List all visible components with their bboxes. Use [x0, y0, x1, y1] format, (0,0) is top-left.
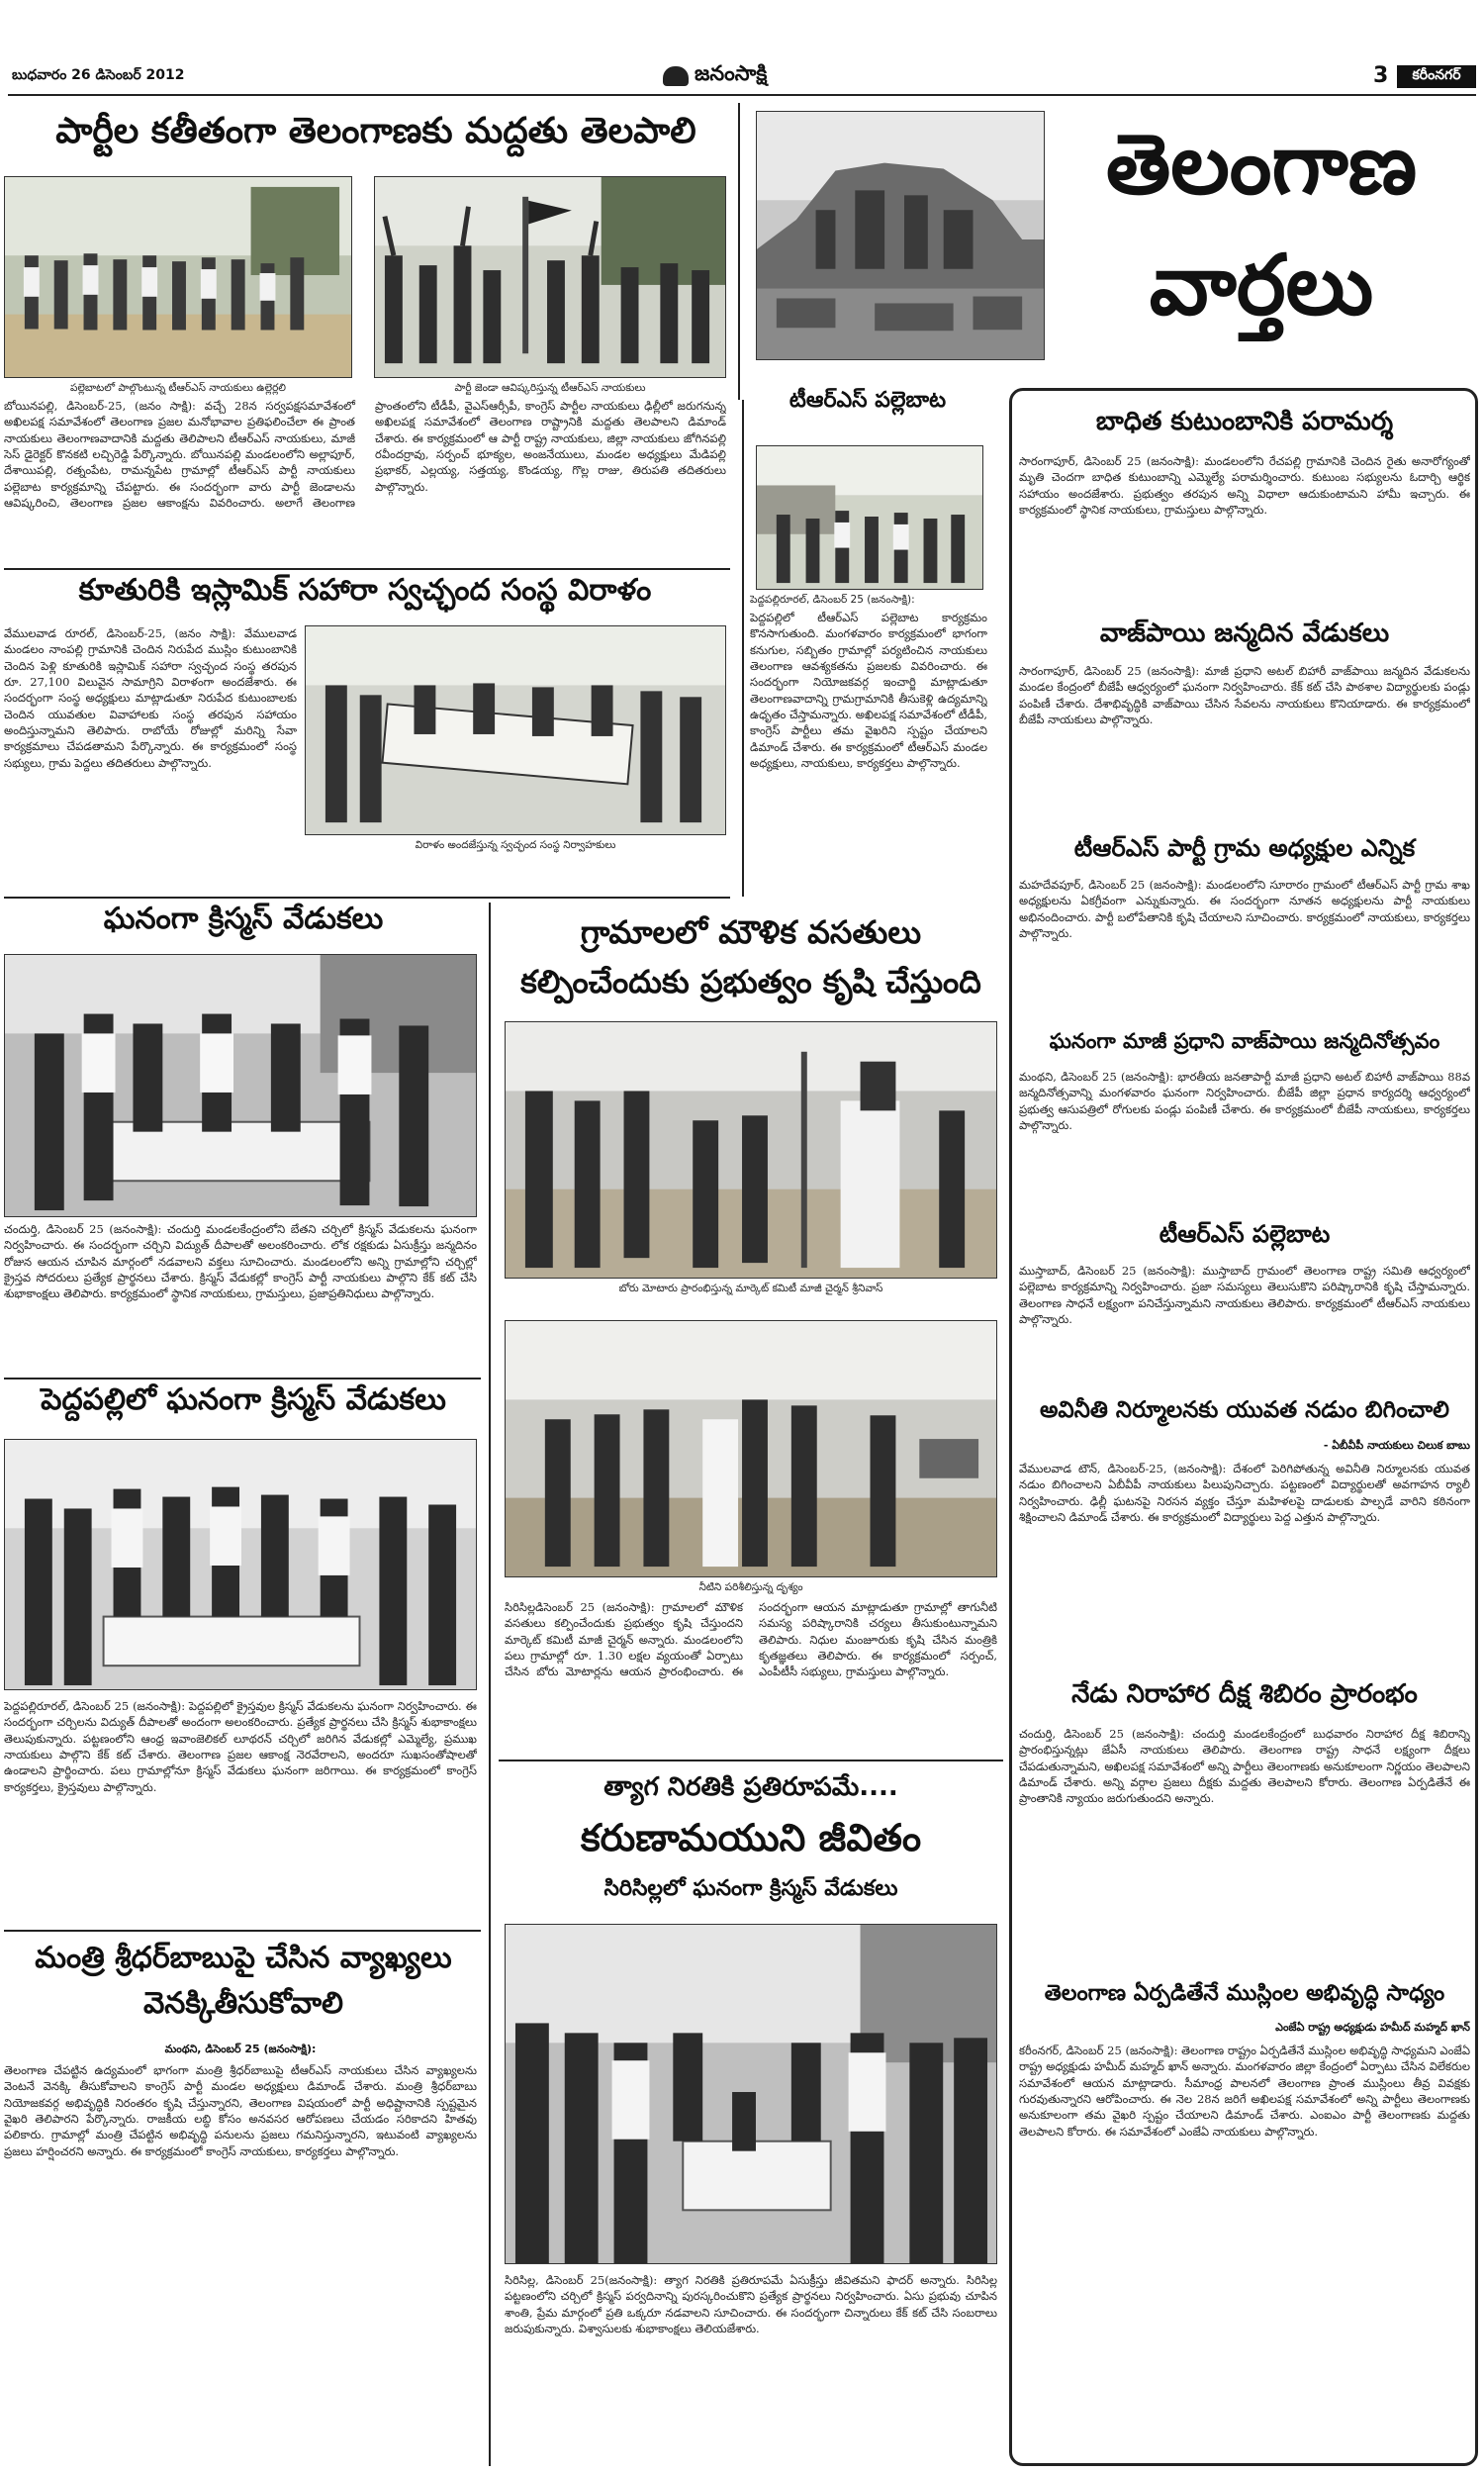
story6-caption2: నీటిని పరిశీలిస్తున్న దృశ్యం [698, 1581, 803, 1593]
rc-s4-headline: ఘనంగా మాజీ ప్రధాని వాజ్‌పాయి జన్మదినోత్సవం [1049, 1029, 1440, 1053]
story1-headline: పార్టీల కతీతంగా తెలంగాణకు మద్దతు తెలపాలి [55, 111, 696, 151]
rc-s5-headline: టీఆర్ఎస్ పల్లెబాట [1159, 1220, 1331, 1248]
page-number: 3 [1373, 63, 1389, 88]
story1-photo2 [374, 176, 726, 378]
story7-photo [505, 1924, 997, 2264]
story5-body: తెలంగాణ చేపట్టిన ఉద్యమంలో భాగంగా మంత్రి శ్రీధర్‌బాబుపై టీఆర్ఎస్ నాయకులు చేసిన వ్యాఖ్యలను వెంటనే వెనక్కి తీసుకోవాలని కాంగ్రెస్ పార్టీ మండల అధ్యక్షులు డిమాండ్ చేశారు. మంత్రి శ్రీధర్‌బాబు నియోజకవర్గ అభివృద్ధికి నిరంతరం కృషి చేస్తున్నారని, తెలంగాణ విషయంలో పార్టీ అధిష్టానానికి స్పష్టమైన వైఖరి తెలిపారని పేర్కొన్నారు. రాజకీయ లబ్ధి కోసం అనవసర ఆరోపణలు చేయడం సరికాదని హితవు పలికారు. గ్రామాల్లో మంత్రి చేపట్టిన అభివృద్ధి పనులను ప్రజలు గమనిస్తున్నారని, ఇటువంటి వ్యాఖ్యలను ప్రజలు హర్షించరని అన్నారు. ఈ కార్యక్రమంలో కాంగ్రెస్ నాయకులు, కార్యకర్తలు పాల్గొన్నారు. [4, 2063, 477, 2158]
story5-dateline: మంథని, డిసెంబర్ 25 (జనంసాక్షి): [164, 2043, 317, 2055]
story4-headline: పెద్దపల్లిలో ఘనంగా క్రిస్మస్ వేడుకలు [41, 1382, 446, 1417]
story2-caption: విరాళం అందజేస్తున్న స్వచ్ఛంద సంస్థ నిర్వాహకులు [415, 839, 616, 851]
rc-s3-headline: టీఆర్ఎస్ పార్టీ గ్రామ అధ్యక్షుల ఎన్నిక [1073, 834, 1416, 862]
story3-headline: ఘనంగా క్రిస్మస్ వేడుకలు [103, 902, 384, 936]
column-rule-main [738, 103, 740, 400]
masthead-rule [8, 94, 1476, 96]
story8-photo [756, 445, 983, 590]
story4-photo [4, 1439, 477, 1690]
edition-label: కరీంనగర్ [1397, 65, 1476, 88]
story1-caption2: పార్టీ జెండా ఆవిష్కరిస్తున్న టీఆర్ఎస్ నాయకులు [454, 382, 646, 394]
story4-rule [4, 1930, 481, 1932]
rc-s2-headline: వాజ్‌పాయి జన్మదిన వేడుకలు [1099, 618, 1390, 648]
story3-rule [4, 1378, 481, 1380]
story7-headline-line1: త్యాగ నిరతికి ప్రతిరూపమే.... [603, 1772, 898, 1802]
story4-body: పెద్దపల్లిరూరల్, డిసెంబర్ 25 (జనంసాక్షి): పెద్దపల్లిలో క్రైస్తవుల క్రిస్మస్ వేడుకలను ఘనంగా నిర్వహించారు. ఈ సందర్భంగా చర్చిలను విద్యుత్ దీపాలతో అందంగా అలంకరించారు. ప్రత్యేక ప్రార్థనలు చేసి క్రిస్మస్ శుభాకాంక్షలు తెలుపుకున్నారు. పట్టణంలోని ఆంధ్ర ఇవాంజెలికల్ లూథరన్ చర్చిలో జరిగిన వేడుకల్లో ఎమ్మెల్యే, ప్రముఖ నాయకులు పాల్గొని కేక్ కట్ చేశారు. తెలంగాణ ప్రజల ఆకాంక్ష నెరవేరాలని, అందరూ సుఖసంతోషాలతో ఉండాలని ప్రార్థించారు. పలు గ్రామాల్లోనూ క్రిస్మస్ వేడుకలు ఘనంగా జరిగాయి. ఈ కార్యక్రమంలో కాంగ్రెస్ కార్యకర్తలు, క్రైస్తవులు పాల్గొన్నారు. [4, 1699, 477, 1794]
story1-rule [4, 568, 730, 570]
story2-photo [305, 625, 726, 835]
story6-headline-line2: కల్పించేందుకు ప్రభుత్వం కృషి చేస్తుంది [520, 963, 981, 1000]
rc-s6-body: వేములవాడ టౌన్, డిసెంబర్-25, (జనంసాక్షి): దేశంలో పెరిగిపోతున్న అవినీతి నిర్మూలనకు యువత నడుం బిగించాలని ఏబీవీపీ నాయకులు పిలుపునిచ్చారు. పట్టణంలో విద్యార్థులతో అవగాహన ర్యాలీ నిర్వహించారు. ఢిల్లీ ఘటనపై నిరసన వ్యక్తం చేస్తూ మహిళలపై దాడులకు పాల్పడే వారిని కఠినంగా శిక్షించాలని డిమాండ్ చేశారు. ఈ కార్యక్రమంలో విద్యార్థులు పెద్ద ఎత్తున పాల్గొన్నారు. [1019, 1462, 1470, 1524]
story6-photo2 [505, 1320, 997, 1577]
column-rule-lower [489, 903, 491, 2466]
story7-headline-line2: కరుణామయుని జీవితం [580, 1816, 922, 1859]
story5-headline-line1: మంత్రి శ్రీధర్‌బాబుపై చేసిన వ్యాఖ్యలు [35, 1941, 452, 1975]
story8-headline: టీఆర్ఎస్ పల్లెబాట [788, 388, 947, 413]
story3-photo [4, 954, 477, 1217]
banner-photo [756, 111, 1045, 360]
rc-s8-headline: తెలంగాణ ఏర్పడితేనే ముస్లింల అభివృద్ధి సాధ్యం [1044, 1981, 1445, 2006]
story2-rule [4, 897, 730, 899]
rc-s8-sub: ఎంజేఏ రాష్ట్ర అధ్యక్షుడు హమీద్ మహ్మద్ ఖాన్ [1275, 2021, 1470, 2034]
story8-body: పెద్దపల్లిలో టీఆర్ఎస్ పల్లెబాట కార్యక్రమం కొనసాగుతుంది. మంగళవారం కార్యక్రమంలో భాగంగా కనుగుల, సబ్బితం గ్రామాల్లో పర్యటించిన నాయకులు తెలంగాణ ఆవశ్యకతను ప్రజలకు వివరించారు. ఈ సందర్భంగా నియోజకవర్గ ఇంచార్జి మాట్లాడుతూ తెలంగాణవాదాన్ని గ్రామగ్రామానికి తీసుకెళ్లి ఉద్యమాన్ని ఉధృతం చేస్తామన్నారు. అఖిలపక్ష సమావేశంలో టీడీపీ, కాంగ్రెస్ పార్టీలు తమ వైఖరిని స్పష్టం చేయాలని డిమాండ్ చేశారు. ఈ కార్యక్రమంలో టీఆర్ఎస్ మండల అధ్యక్షులు, నాయకులు, కార్యకర్తలు పాల్గొన్నారు. [750, 611, 987, 770]
story1-body: బోయినపల్లి, డిసెంబర్-25, (జనం సాక్షి): వచ్చే 28న సర్వపక్షసమావేశంలో అఖిలపక్ష సమావేశంలో తెలంగాణ ప్రజల మనోభావాల ప్రతిఫలించేలా ఈ ప్రాంత నాయకులు తెలంగాణవాదానికి మద్దతు తెలిపాలని టీఆర్ఎస్ నాయకులు, మాజీ సెస్ డైరెక్టర్ కొనకటి లచ్చిరెడ్డి పేర్కొన్నారు. బోయినపల్లి మండలంలోని అల్లాపూర్, దేశాయిపల్లి, రత్నంపేట, రామన్నపేట గ్రామాల్లో టీఆర్ఎస్ పార్టీ నాయకులు పల్లెబాట కార్యక్రమాన్ని చేపట్టారు. ఈ సందర్భంగా వారు పార్టీ జెండాలను ఆవిష్కరించి, తెలంగాణ ప్రజల ఆకాంక్షను వివరించారు. అలాగే తెలంగాణ ప్రాంతంలోని టీడీపీ, వైఎస్ఆర్సీపీ, కాంగ్రెస్ పార్టీల నాయకులు ఢిల్లీలో జరుగనున్న అఖిలపక్ష సమావేశంలో తెలంగాణ రాష్ట్రానికి మద్దతు తెలపాలని డిమాండ్ చేశారు. ఈ కార్యక్రమంలో ఆ పార్టీ రాష్ట్ర నాయకులు, జిల్లా నాయకులు జోగినపల్లి రవీందర్రావు, సర్పంచ్ భూక్యల, అంజనేయులు, మండల అధ్యక్షులు మేడిపల్లి ప్రభాకర్, ఎల్లయ్య, సత్తయ్య, కొండయ్య, గొల్ల రాజు, తిరుపతి తదితరులు పాల్గొన్నారు. [4, 399, 726, 510]
story6-headline-line1: గ్రామాలలో మౌళిక వసతులు [580, 913, 922, 951]
story6-body: సిరిసిల్లడిసెంబర్ 25 (జనంసాక్షి): గ్రామాలలో మౌళిక వసతులు కల్పించేందుకు ప్రభుత్వం కృషి చేస్తుందని మార్కెట్ కమిటీ మాజీ చైర్మన్ అన్నారు. మండలంలోని పలు గ్రామాల్లో రూ. 1.30 లక్షల వ్యయంతో ఏర్పాటు చేసిన బోరు మోటార్లను ఆయన ప్రారంభించారు. ఈ సందర్భంగా ఆయన మాట్లాడుతూ గ్రామాల్లో తాగునీటి సమస్య పరిష్కారానికి చర్యలు తీసుకుంటున్నామని తెలిపారు. నిధుల మంజూరుకు కృషి చేసిన మంత్రికి కృతజ్ఞతలు తెలిపారు. ఈ కార్యక్రమంలో సర్పంచ్, ఎంపీటీసీ సభ్యులు, గ్రామస్తులు పాల్గొన్నారు. [505, 1600, 997, 1679]
rc-s1-headline: బాధిత కుటుంబానికి పరామర్శ [1095, 407, 1394, 436]
story1-photo1 [4, 176, 352, 378]
story1-caption1: పల్లెబాటలో పాల్గొంటున్న టీఆర్ఎస్ నాయకులు ఉల్లెర్లలి [69, 382, 287, 394]
story2-headline: కూతురికి ఇస్లామిక్ సహారా స్వచ్ఛంద సంస్థ విరాళం [78, 573, 652, 608]
story8-caption: పెద్దపల్లిరూరల్, డిసెంబర్ 25 (జనంసాక్షి): [750, 594, 915, 606]
story7-body: సిరిసిల్ల, డిసెంబర్ 25(జనంసాక్షి): త్యాగ నిరతికి ప్రతిరూపమే ఏసుక్రీస్తు జీవితమని ఫాదర్ అన్నారు. సిరిసిల్ల పట్టణంలోని చర్చిలో క్రిస్మస్ పర్వదినాన్ని పురస్కరించుకొని ప్రత్యేక ప్రార్థనలు నిర్వహించారు. ఏసు ప్రభువు చూపిన శాంతి, ప్రేమ మార్గంలో ప్రతి ఒక్కరూ నడవాలని సూచించారు. ఈ సందర్భంగా చిన్నారులు కేక్ కట్ చేసి సంబరాలు జరుపుకున్నారు. విశ్వాసులకు శుభాకాంక్షలు తెలియజేశారు. [505, 2273, 997, 2335]
story5-headline-line2: వెనక్కితీసుకోవాలి [142, 1986, 344, 2021]
rc-s4-body: మంథని, డిసెంబర్ 25 (జనంసాక్షి): భారతీయ జనతాపార్టీ మాజీ ప్రధాని అటల్ బిహారీ వాజ్‌పాయి 88వ జన్మదినోత్సవాన్ని మంగళవారం ఘనంగా నిర్వహించారు. బీజేపీ జిల్లా ప్రధాన కార్యదర్శి ఆధ్వర్యంలో ప్రభుత్వ ఆసుపత్రిలో రోగులకు పండ్లు పంపిణీ చేశారు. ఈ కార్యక్రమంలో బీజేపీ నాయకులు, కార్యకర్తలు పాల్గొన్నారు. [1019, 1070, 1470, 1132]
story6-caption1: బోరు మోటారు ప్రారంభిస్తున్న మార్కెట్ కమిటీ మాజీ చైర్మన్ శ్రీనివాస్ [618, 1283, 883, 1294]
masthead-date: బుధవారం 26 డిసెంబర్ 2012 [12, 67, 185, 83]
story6-photo1 [505, 1021, 997, 1279]
rc-s3-body: మహదేవపూర్, డిసెంబర్ 25 (జనంసాక్షి): మండలంలోని సూరారం గ్రామంలో టీఆర్ఎస్ పార్టీ గ్రామ శాఖ అధ్యక్షులను ఏకగ్రీవంగా ఎన్నుకున్నారు. ఈ సందర్భంగా నూతన అధ్యక్షులను పార్టీ నాయకులు అభినందించారు. పార్టీ బలోపేతానికి కృషి చేయాలని సూచించారు. కార్యక్రమంలో నాయకులు, కార్యకర్తలు పాల్గొన్నారు. [1019, 878, 1470, 940]
story3-body: చందుర్తి, డిసెంబర్ 25 (జనంసాక్షి): చందుర్తి మండలకేంద్రంలోని బేతని చర్చిలో క్రిస్మస్ వేడుకలను ఘనంగా నిర్వహించారు. ఈ సందర్భంగా చర్చిని విద్యుత్ దీపాలతో అలంకరించారు. లోక రక్షకుడు ఏసుక్రీస్తు జన్మదినం రోజున ఆయన చూపిన మార్గంలో నడవాలని వక్తలు సూచించారు. మండలంలోని అన్ని గ్రామాల్లోని చర్చిల్లో క్రైస్తవ సోదరులు ప్రత్యేక ప్రార్థనలు చేశారు. క్రిస్మస్ వేడుకల్లో కాంగ్రెస్ పార్టీ నాయకులు పాల్గొని కేక్ కట్ చేసి శుభాకాంక్షలు తెలిపారు. కార్యక్రమంలో స్థానిక నాయకులు, గ్రామస్తులు, ప్రజాప్రతినిధులు పాల్గొన్నారు. [4, 1222, 477, 1301]
paper-name: జనంసాక్షి [695, 61, 768, 85]
masthead [0, 0, 1484, 99]
story2-body: వేములవాడ రూరల్, డిసెంబర్-25, (జనం సాక్షి): వేములవాడ మండలం నాంపల్లి గ్రామానికి చెందిన నిరుపేద ముస్లిం కుటుంబానికి చెందిన పెళ్లి కూతురికి ఇస్లామిక్ సహారా స్వచ్ఛంద సంస్థ తరపున రూ. 27,100 విలువైన సామాగ్రిని విరాళంగా అందజేశారు. ఈ సందర్భంగా సంస్థ అధ్యక్షులు మాట్లాడుతూ నిరుపేద కుటుంబాలకు చెందిన యువతుల వివాహాలకు సంస్థ తరపున సహాయం అందిస్తున్నామని తెలిపారు. రాబోయే రోజుల్లో మరిన్ని సేవా కార్యక్రమాలు చేపడతామని పేర్కొన్నారు. ఈ కార్యక్రమంలో సంస్థ సభ్యులు, గ్రామ పెద్దలు తదితరులు పాల్గొన్నారు. [4, 626, 297, 770]
rc-s2-body: సారంగాపూర్, డిసెంబర్ 25 (జనంసాక్షి): మాజీ ప్రధాని అటల్ బిహారీ వాజ్‌పాయి జన్మదిన వేడుకలను మండల కేంద్రంలో బీజేపీ ఆధ్వర్యంలో ఘనంగా నిర్వహించారు. కేక్ కట్ చేసి పాఠశాల విద్యార్థులకు పండ్లు పంపిణీ చేశారు. దేశాభివృద్ధికి వాజ్‌పాయి చేసిన సేవలను నాయకులు కొనియాడారు. ఈ కార్యక్రమంలో బీజేపీ నాయకులు పాల్గొన్నారు. [1019, 664, 1470, 726]
rc-s1-body: సారంగాపూర్, డిసెంబర్ 25 (జనంసాక్షి): మండలంలోని రేచపల్లి గ్రామానికి చెందిన రైతు అనారోగ్యంతో మృతి చెందగా బాధిత కుటుంబాన్ని ఎమ్మెల్యే పరామర్శించారు. కుటుంబ సభ్యులను ఓదార్చి ఆర్థిక సహాయం అందజేశారు. ప్రభుత్వం తరపున అన్ని విధాలా ఆదుకుంటామని హామీ ఇచ్చారు. ఈ కార్యక్రమంలో స్థానిక నాయకులు, గ్రామస్తులు పాల్గొన్నారు. [1019, 454, 1470, 517]
rc-s5-body: ముస్తాబాద్, డిసెంబర్ 25 (జనంసాక్షి): ముస్తాబాద్ గ్రామంలో తెలంగాణ రాష్ట్ర సమితి ఆధ్వర్యంలో పల్లెబాట కార్యక్రమాన్ని నిర్వహించారు. ప్రజా సమస్యలు తెలుసుకొని పరిష్కారానికి కృషి చేస్తామన్నారు. తెలంగాణ సాధనే లక్ష్యంగా పనిచేస్తున్నామని నాయకులు తెలిపారు. కార్యక్రమంలో టీఆర్ఎస్ నాయకులు పాల్గొన్నారు. [1019, 1264, 1470, 1326]
rc-s6-headline: అవినీతి నిర్మూలనకు యువత నడుం బిగించాలి [1040, 1397, 1449, 1423]
rc-s8-body: కరీంనగర్, డిసెంబర్ 25 (జనంసాక్షి): తెలంగాణ రాష్ట్రం ఏర్పడితేనే ముస్లింల అభివృద్ధి సాధ్యమని ఎంజేఏ రాష్ట్ర అధ్యక్షుడు హమీద్ మహ్మద్ ఖాన్ అన్నారు. మంగళవారం జిల్లా కేంద్రంలో ఏర్పాటు చేసిన విలేకరుల సమావేశంలో ఆయన మాట్లాడారు. సీమాంధ్ర పాలనలో తెలంగాణ ప్రాంత ముస్లింలు తీవ్ర వివక్షకు గురవుతున్నారని ఆరోపించారు. ఈ నెల 28న జరిగే అఖిలపక్ష సమావేశంలో అన్ని పార్టీలు తెలంగాణకు అనుకూలంగా తమ వైఖరి స్పష్టం చేయాలని డిమాండ్ చేశారు. ఎంఐఎం పార్టీ తెలంగాణకు మద్దతు తెలపాలని కోరారు. ఈ సమావేశంలో ఎంజేఏ నాయకులు పాల్గొన్నారు. [1019, 2044, 1470, 2139]
rc-s7-headline: నేడు నిరాహార దీక్ష శిబిరం ప్రారంభం [1071, 1679, 1418, 1709]
rc-s6-sub: - ఏబీవీపీ నాయకులు చిలుక బాబు [1323, 1439, 1470, 1452]
story6-rule [499, 1760, 1003, 1761]
paper-logo [663, 63, 767, 89]
banner-title-line2: వార్తలు [1149, 237, 1374, 333]
story7-subhead: సిరిసిల్లలో ఘనంగా క్రిస్మస్ వేడుకలు [603, 1876, 898, 1901]
banner-title-line1: తెలంగాణ [1105, 116, 1418, 213]
logo-emblem-icon [663, 66, 689, 86]
rc-s7-body: చందుర్తి, డిసెంబర్ 25 (జనంసాక్షి): చందుర్తి మండలకేంద్రంలో బుధవారం నిరాహార దీక్ష శిబిరాన్ని ప్రారంభిస్తున్నట్లు జేఏసీ నాయకులు తెలిపారు. తెలంగాణ రాష్ట్ర సాధనే లక్ష్యంగా దీక్షలు చేపడుతున్నామని, అఖిలపక్ష సమావేశంలో అన్ని పార్టీలు తెలంగాణకు అనుకూలంగా నిర్ణయం తెలపాలని డిమాండ్ చేశారు. అన్ని వర్గాల ప్రజలు దీక్షకు మద్దతు తెలపాలని కోరారు. తెలంగాణ ఏర్పడితేనే ఈ ప్రాంతానికి న్యాయం జరుగుతుందని అన్నారు. [1019, 1727, 1470, 1806]
column-rule-middle [742, 400, 744, 897]
